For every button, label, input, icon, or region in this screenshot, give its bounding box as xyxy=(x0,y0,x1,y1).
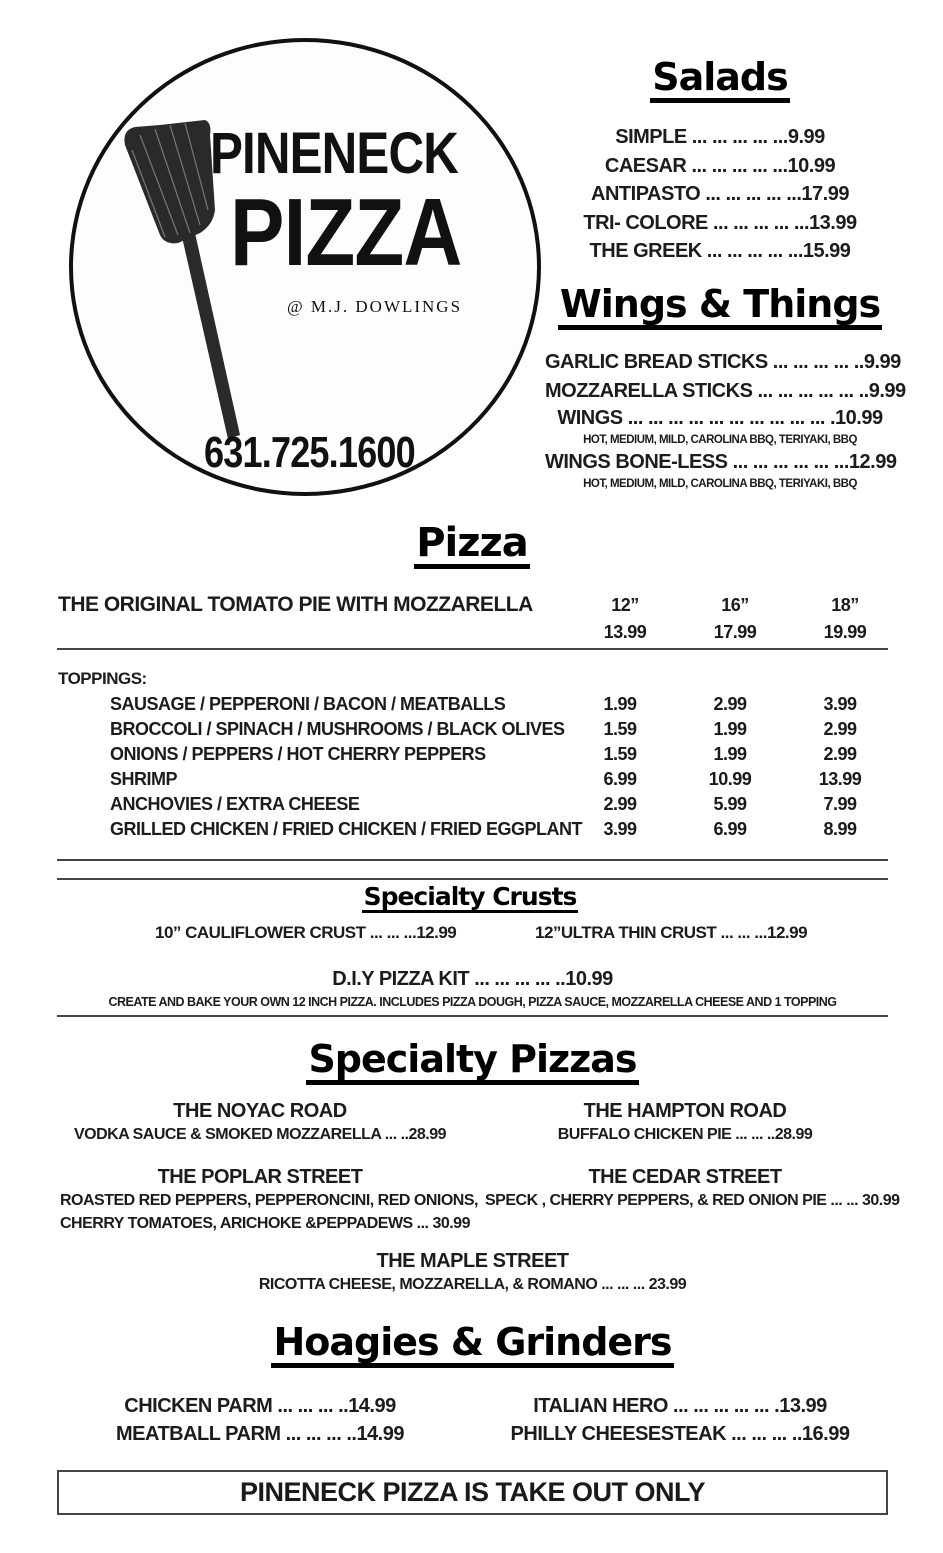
price: 2.99 xyxy=(603,794,637,814)
section-title-specialty: Specialty Pizzas xyxy=(290,1037,655,1085)
price: 1.99 xyxy=(713,744,747,764)
section-title-pizza: Pizza xyxy=(372,520,572,569)
price: 10.99 xyxy=(708,769,752,789)
size-header-row xyxy=(570,595,900,616)
size-label: 16” xyxy=(721,595,749,615)
section-title-crusts: Specialty Crusts xyxy=(330,882,610,913)
specialty-name: THE NOYAC ROAD xyxy=(173,1100,347,1122)
brand-location: @ M.J. DOWLINGS xyxy=(287,297,463,316)
topping-name: SHRIMP xyxy=(110,769,178,789)
diy-kit-description: CREATE AND BAKE YOUR OWN 12 INCH PIZZA. INCLUDES PIZZA DOUGH, PIZZA SAUCE, MOZZARELLA CHEESE AND 1 TOPPING xyxy=(108,995,837,1009)
menu-item: CHICKEN PARM ... ... ... ..14.99 xyxy=(124,1395,396,1417)
toppings-prices xyxy=(565,692,895,842)
menu-item: WINGS BONE-LESS ... ... ... ... ... ...12.99 xyxy=(545,451,897,473)
specialty-desc: BUFFALO CHICKEN PIE ... ... ..28.99 xyxy=(557,1126,813,1143)
topping-name: SAUSAGE / PEPPERONI / BACON / MEATBALLS xyxy=(110,694,506,714)
original-pie-name: THE ORIGINAL TOMATO PIE WITH MOZZARELLA xyxy=(58,593,533,616)
hoagies-left-col xyxy=(80,1392,440,1448)
size-label: 18” xyxy=(831,595,859,615)
menu-item-options: HOT, MEDIUM, MILD, CAROLINA BBQ, TERIYAKI, BBQ xyxy=(583,478,857,490)
price: 1.59 xyxy=(603,719,637,739)
topping-price-row xyxy=(565,767,895,792)
section-title-salads: Salads xyxy=(590,55,850,103)
section-title-hoagies: Hoagies & Grinders xyxy=(270,1320,675,1368)
specialty-name: THE MAPLE STREET xyxy=(376,1250,569,1272)
price: 8.99 xyxy=(823,819,857,839)
specialty-desc: VODKA SAUCE & SMOKED MOZZARELLA ... ..28.99 xyxy=(73,1126,447,1143)
menu-item: GARLIC BREAD STICKS ... ... ... ... ..9.99 xyxy=(545,351,901,373)
price: 6.99 xyxy=(603,769,637,789)
topping-name: ANCHOVIES / EXTRA CHEESE xyxy=(110,794,360,814)
menu-item: ITALIAN HERO ... ... ... ... ... .13.99 xyxy=(533,1395,827,1417)
menu-item: 10” CAULIFLOWER CRUST ... ... ...12.99 xyxy=(155,923,457,942)
menu-item: 12”ULTRA THIN CRUST ... ... ...12.99 xyxy=(535,923,808,942)
toppings-label: TOPPINGS: xyxy=(58,669,147,688)
price: 1.99 xyxy=(713,719,747,739)
topping-price-row xyxy=(565,817,895,842)
price: 13.99 xyxy=(603,622,647,642)
topping-name: GRILLED CHICKEN / FRIED CHICKEN / FRIED EGGPLANT xyxy=(110,819,583,839)
divider xyxy=(57,1015,888,1017)
price: 5.99 xyxy=(713,794,747,814)
specialty-desc: SPECK , CHERRY PEPPERS, & RED ONION PIE ... ... 30.99 xyxy=(485,1192,900,1209)
divider xyxy=(57,859,888,861)
price: 6.99 xyxy=(713,819,747,839)
toppings-list xyxy=(110,692,582,842)
topping-name: ONIONS / PEPPERS / HOT CHERRY PEPPERS xyxy=(110,744,486,764)
price: 3.99 xyxy=(823,694,857,714)
topping-price-row xyxy=(565,692,895,717)
menu-item: TRI- COLORE ... ... ... ... ...13.99 xyxy=(583,211,857,234)
menu-item: ANTIPASTO ... ... ... ... ...17.99 xyxy=(591,183,849,205)
original-pie-prices xyxy=(570,622,900,643)
price: 2.99 xyxy=(713,694,747,714)
brand-name-line2: PIZZA xyxy=(230,179,462,286)
topping-price-row xyxy=(565,742,895,767)
take-out-notice: PINENECK PIZZA IS TAKE OUT ONLY xyxy=(57,1470,888,1515)
price: 7.99 xyxy=(823,794,857,814)
hoagies-right-col xyxy=(500,1392,860,1448)
price: 13.99 xyxy=(818,769,862,789)
wings-list xyxy=(545,348,906,493)
menu-item: WINGS ... ... ... ... ... ... ... ... ... ... .10.99 xyxy=(557,407,883,429)
price: 2.99 xyxy=(823,719,857,739)
salads-list xyxy=(560,123,880,266)
price: 19.99 xyxy=(823,622,867,642)
topping-name: BROCCOLI / SPINACH / MUSHROOMS / BLACK OLIVES xyxy=(110,719,565,739)
menu-item: MOZZARELLA STICKS ... ... ... ... ... ..9.99 xyxy=(545,379,906,402)
specialty-desc: CHERRY TOMATOES, ARICHOKE &PEPPADEWS ... 30.99 xyxy=(60,1215,470,1232)
phone-number[interactable]: 631.725.1600 xyxy=(204,428,415,477)
price: 1.59 xyxy=(603,744,637,764)
divider xyxy=(57,648,888,650)
specialty-desc: RICOTTA CHEESE, MOZZARELLA, & ROMANO ... ... ... 23.99 xyxy=(258,1276,687,1293)
menu-item: CAESAR ... ... ... ... ...10.99 xyxy=(604,154,836,177)
size-label: 12” xyxy=(611,595,639,615)
menu-item: MEATBALL PARM ... ... ... ..14.99 xyxy=(115,1423,404,1445)
price: 3.99 xyxy=(603,819,637,839)
menu-item: SIMPLE ... ... ... ... ...9.99 xyxy=(615,126,825,148)
specialty-name: THE POPLAR STREET xyxy=(157,1166,363,1188)
section-title-wings: Wings & Things xyxy=(555,282,885,330)
divider xyxy=(57,878,888,880)
menu-item-options: HOT, MEDIUM, MILD, CAROLINA BBQ, TERIYAKI, BBQ xyxy=(583,434,857,446)
specialty-desc: ROASTED RED PEPPERS, PEPPERONCINI, RED ONIONS, xyxy=(60,1192,478,1209)
diy-kit-item: D.I.Y PIZZA KIT ... ... ... ... ..10.99 xyxy=(332,968,613,990)
brand-name-line1: PINENECK xyxy=(210,121,458,186)
specialty-name: THE CEDAR STREET xyxy=(588,1166,782,1188)
price: 1.99 xyxy=(603,694,637,714)
specialty-name: THE HAMPTON ROAD xyxy=(583,1100,787,1122)
menu-item: PHILLY CHEESESTEAK ... ... ... ..16.99 xyxy=(510,1423,850,1445)
menu-item: THE GREEK ... ... ... ... ...15.99 xyxy=(589,240,851,262)
topping-price-row xyxy=(565,792,895,817)
price: 2.99 xyxy=(823,744,857,764)
topping-price-row xyxy=(565,717,895,742)
price: 17.99 xyxy=(713,622,757,642)
